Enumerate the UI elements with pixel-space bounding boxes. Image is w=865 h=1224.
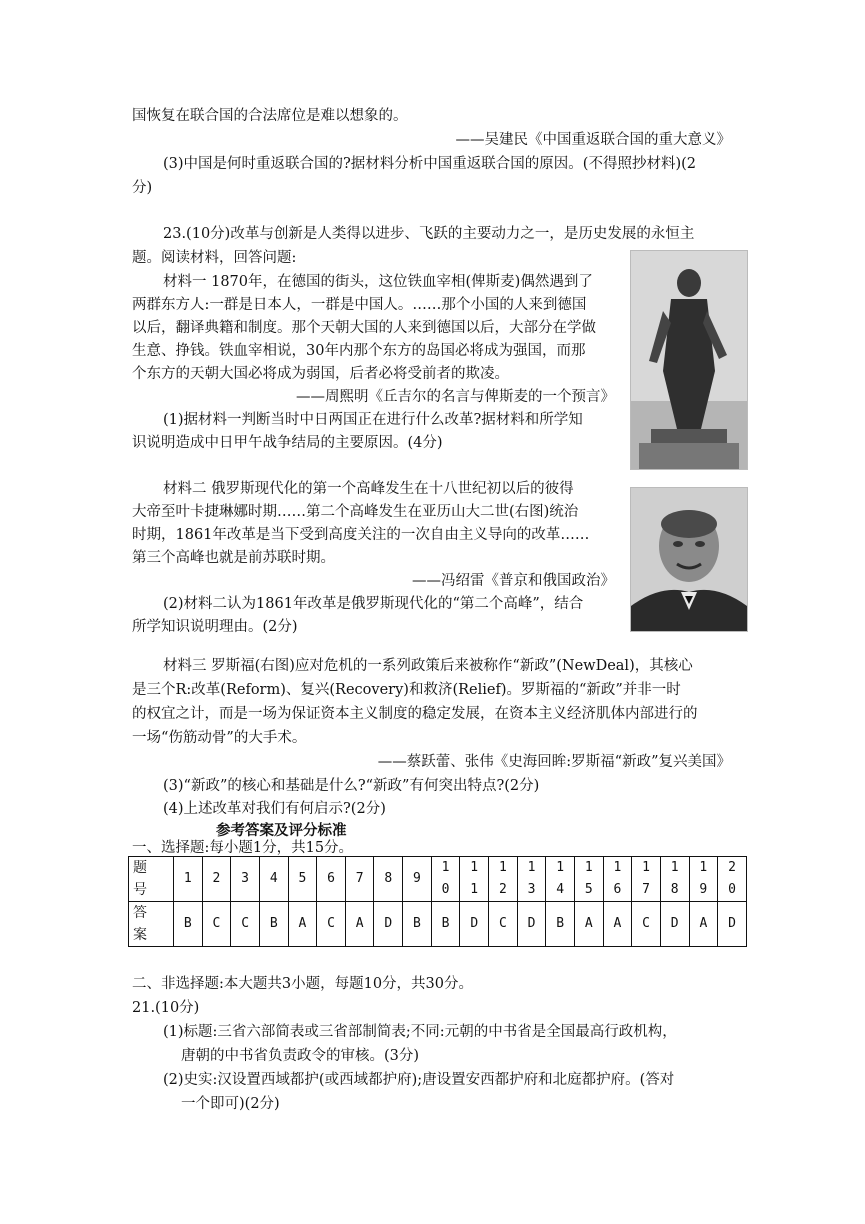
table-row	[129, 857, 747, 902]
material-text: 材料三 罗斯福(右图)应对危机的一系列政策后来被称作“新政”(NewDeal)，其核心	[163, 658, 693, 674]
answer-letter: D	[527, 916, 536, 931]
answer-letter: B	[183, 916, 192, 931]
section-heading: 一、选择题:每小题1分，共15分。	[132, 840, 354, 856]
table-cell	[288, 857, 317, 902]
answer-letter: D	[728, 916, 736, 931]
material-text: 生意、挣钱。铁血宰相说，30年内那个东方的岛国必将成为强国，而那	[132, 343, 586, 359]
answer-text: (2)史实:汉设置西域都护(或西域都护府);唐设置安西都护府和北庭都护府。(答对	[163, 1072, 675, 1088]
source-citation: ——周熙明《丘吉尔的名言与俾斯麦的一个预言》	[296, 389, 615, 405]
question-number: 2	[212, 871, 221, 886]
question-number: 12	[498, 860, 507, 897]
table-cell	[660, 902, 689, 947]
table-cell	[202, 857, 231, 902]
table-header-cell	[129, 902, 174, 947]
answer-table	[128, 856, 747, 947]
answer-letter: C	[642, 916, 650, 931]
table-cell	[517, 902, 546, 947]
answer-letter: A	[298, 916, 307, 931]
answer-letter: D	[470, 916, 479, 931]
table-cell	[317, 857, 346, 902]
material-text: 一场“伤筋动骨”的大手术。	[132, 730, 307, 746]
question-text: (4)上述改革对我们有何启示?(2分)	[163, 801, 386, 817]
answer-letter: B	[441, 916, 450, 931]
table-cell	[259, 902, 288, 947]
answer-letter: B	[269, 916, 278, 931]
table-cell	[231, 902, 260, 947]
table-cell	[660, 857, 689, 902]
table-cell	[231, 857, 260, 902]
question-text: 识说明造成中日甲午战争结局的主要原因。(4分)	[132, 435, 443, 451]
answer-letter: C	[241, 916, 250, 931]
question-number: 13	[527, 860, 536, 897]
table-cell	[174, 857, 203, 902]
table-cell	[574, 857, 603, 902]
table-cell	[174, 902, 203, 947]
roosevelt-portrait-photo	[630, 487, 748, 632]
table-cell	[345, 857, 374, 902]
section-heading: 二、非选择题:本大题共3小题，每题10分，共30分。	[132, 976, 474, 992]
question-number: 19	[699, 860, 708, 897]
question-number: 9	[413, 871, 421, 886]
material-text: 两群东方人:一群是日本人，一群是中国人。……那个小国的人来到德国	[132, 297, 587, 313]
question-number: 14	[556, 860, 565, 897]
table-cell	[374, 857, 403, 902]
table-cell	[460, 857, 489, 902]
answer-letter: A	[613, 916, 622, 931]
question-text: 分)	[132, 180, 153, 196]
table-row	[129, 902, 747, 947]
answer-text: 唐朝的中书省负责政令的审核。(3分)	[181, 1048, 420, 1064]
question-number: 18	[670, 860, 679, 897]
question-number: 8	[384, 871, 393, 886]
question-text: (2)材料二认为1861年改革是俄罗斯现代化的“第二个高峰”，结合	[163, 596, 584, 612]
table-cell	[718, 902, 747, 947]
question-text: (3)中国是何时重返联合国的?据材料分析中国重返联合国的原因。(不得照抄材料)(2	[163, 156, 697, 172]
table-cell	[374, 902, 403, 947]
table-header-cell	[129, 857, 174, 902]
material-text: 时期，1861年改革是当下受到高度关注的一次自由主义导向的改革……	[132, 527, 590, 543]
table-cell	[288, 902, 317, 947]
text-line: 国恢复在联合国的合法席位是难以想象的。	[132, 108, 408, 124]
table-cell	[546, 857, 575, 902]
answer-letter: B	[556, 916, 565, 931]
question-number: 1	[183, 871, 192, 886]
question-text: 所学知识说明理由。(2分)	[132, 619, 298, 635]
table-cell	[202, 902, 231, 947]
table-cell	[689, 902, 718, 947]
source-citation: ——吴建民《中国重返联合国的重大意义》	[455, 132, 731, 148]
answer-letter: B	[413, 916, 421, 931]
answer-letter: C	[498, 916, 507, 931]
answer-letter: A	[355, 916, 364, 931]
table-cell	[431, 857, 460, 902]
question-number: 6	[327, 871, 335, 886]
table-cell	[546, 902, 575, 947]
question-heading: 23.(10分)改革与创新是人类得以进步、飞跃的主要动力之一，是历史发展的永恒主	[163, 226, 695, 242]
table-cell	[574, 902, 603, 947]
table-cell	[403, 857, 432, 902]
table-cell	[603, 902, 632, 947]
question-number: 5	[298, 871, 307, 886]
table-cell	[259, 857, 288, 902]
question-number: 15	[584, 860, 593, 897]
table-cell	[718, 857, 747, 902]
answer-letter: D	[384, 916, 393, 931]
table-cell	[403, 902, 432, 947]
question-text: (1)据材料一判断当时中日两国正在进行什么改革?据材料和所学知	[163, 412, 583, 428]
question-number: 10	[441, 860, 450, 897]
row-label: 题号	[133, 860, 147, 898]
table-cell	[489, 857, 518, 902]
bismarck-statue-photo	[630, 250, 748, 470]
table-cell	[603, 857, 632, 902]
question-number: 7	[355, 871, 364, 886]
table-cell	[345, 902, 374, 947]
question-number: 20	[728, 860, 736, 897]
answer-text: 一个即可)(2分)	[181, 1096, 280, 1112]
material-text: 个东方的天朝大国必将成为弱国，后者必将受前者的欺凌。	[132, 366, 509, 382]
question-number: 11	[470, 860, 479, 897]
answer-letter: C	[327, 916, 335, 931]
source-citation: ——蔡跃蕾、张伟《史海回眸:罗斯福“新政”复兴美国》	[377, 754, 731, 770]
question-number: 3	[241, 871, 249, 886]
answer-letter: D	[670, 916, 679, 931]
table-cell	[489, 902, 518, 947]
table-cell	[517, 857, 546, 902]
material-text: 材料一 1870年，在德国的街头，这位铁血宰相(俾斯麦)偶然遇到了	[163, 274, 593, 290]
table-cell	[317, 902, 346, 947]
material-text: 材料二 俄罗斯现代化的第一个高峰发生在十八世纪初以后的彼得	[163, 481, 574, 497]
table-cell	[460, 902, 489, 947]
material-text: 大帝至叶卡捷琳娜时期……第二个高峰发生在亚历山大二世(右图)统治	[132, 504, 579, 520]
answer-heading: 21.(10分)	[132, 1000, 200, 1016]
material-text: 第三个高峰也就是前苏联时期。	[132, 550, 335, 566]
answer-letter: A	[699, 916, 708, 931]
answer-text: (1)标题:三省六部简表或三省部制简表;不同:元朝的中书省是全国最高行政机构，	[163, 1024, 677, 1040]
row-label: 答案	[133, 905, 147, 943]
answer-letter: A	[584, 916, 593, 931]
table-cell	[689, 857, 718, 902]
question-number: 4	[269, 871, 278, 886]
table-cell	[431, 902, 460, 947]
question-number: 16	[613, 860, 622, 897]
source-citation: ——冯绍雷《普京和俄国政治》	[412, 573, 615, 589]
table-cell	[632, 857, 661, 902]
question-text: (3)“新政”的核心和基础是什么?“新政”有何突出特点?(2分)	[163, 778, 540, 794]
material-text: 的权宜之计，而是一场为保证资本主义制度的稳定发展，在资本主义经济肌体内部进行的	[132, 706, 698, 722]
answer-letter: C	[212, 916, 221, 931]
table-cell	[632, 902, 661, 947]
question-number: 17	[642, 860, 650, 897]
question-heading: 题。阅读材料，回答问题:	[132, 250, 297, 266]
material-text: 以后，翻译典籍和制度。那个天朝大国的人来到德国以后，大部分在学做	[132, 320, 596, 336]
answer-key-title: 参考答案及评分标准	[216, 822, 347, 839]
material-text: 是三个R:改革(Reform)、复兴(Recovery)和救济(Relief)。罗斯福的“新政”并非一时	[132, 682, 681, 698]
